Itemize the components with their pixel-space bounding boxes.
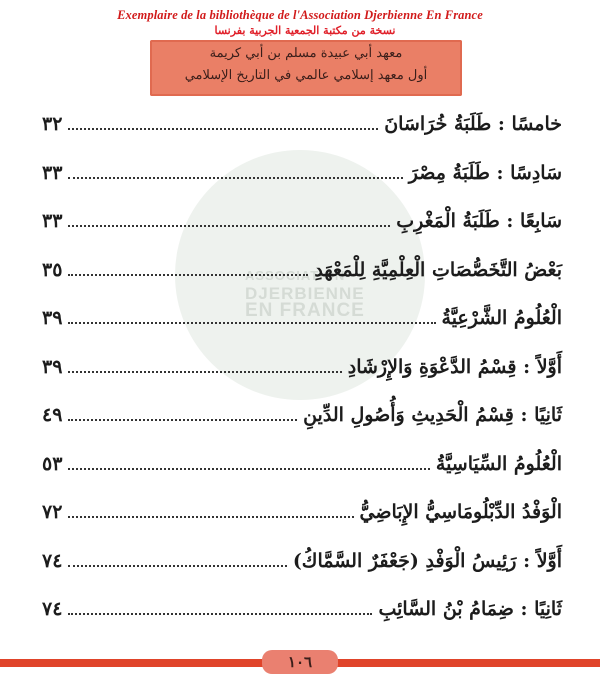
toc-entry-title: سَابِعًا : طَلَبَةُ الْمَغْرِبِ: [396, 210, 562, 233]
toc-leader-dots: [68, 516, 353, 518]
banner-title: معهد أبي عبيدة مسلم بن أبي كريمة: [209, 46, 403, 61]
toc-entry-page: ٧٤: [42, 549, 63, 572]
toc-leader-dots: [68, 177, 402, 179]
toc-entry-title: أَوَّلاً : قِسْمُ الدَّعْوَةِ وَالإِرْشَادِ: [347, 355, 562, 378]
toc-entry-title: ثَانِيًا : قِسْمُ الْحَدِيثِ وَأُصُولِ الدِّينِ: [303, 404, 562, 427]
toc-entry-title: الْوَفْدُ الدِّبْلُومَاسِيُّ الإِبَاضِيُّ: [359, 501, 562, 524]
toc-entry-page: ٧٢: [42, 501, 63, 524]
toc-entry-page: ٣٥: [42, 258, 63, 281]
watermark-line-2: DJERBIENNE: [245, 284, 365, 303]
toc-entry-title: بَعْضُ التَّخَصُّصَاتِ الْعِلْمِيَّةِ لِلْمَعْهَدِ: [314, 258, 562, 281]
toc-entry-title: الْعُلُومُ السِّيَاسِيَّةُ: [435, 452, 562, 475]
toc-leader-dots: [68, 274, 308, 276]
toc-entry-page: ٣٣: [42, 161, 63, 184]
toc-leader-dots: [68, 613, 372, 615]
toc-leader-dots: [68, 322, 435, 324]
toc-entry: [42, 488, 562, 537]
toc-entry: [42, 197, 562, 246]
toc-entry-page: ٣٣: [42, 210, 63, 233]
toc-entry-page: ٤٩: [42, 404, 63, 427]
table-of-contents: [42, 100, 562, 634]
toc-entry: [42, 537, 562, 586]
toc-entry: [42, 585, 562, 634]
toc-entry-title: أَوَّلاً : رَئِيسُ الْوَفْدِ (جَعْفَرٌ السَّمَّاكُ): [292, 549, 562, 572]
toc-entry: [42, 100, 562, 149]
watermark-line-1: ASSOCIATION: [245, 268, 346, 283]
header-banner: [150, 40, 462, 96]
toc-entry-page: ٣٩: [42, 355, 63, 378]
library-arabic-line: نسخة من مكتبة الجمعية الجربية بفرنسا: [214, 24, 396, 37]
toc-leader-dots: [68, 468, 429, 470]
toc-entry: [42, 391, 562, 440]
toc-leader-dots: [68, 371, 341, 373]
toc-entry: [42, 294, 562, 343]
watermark-line-3: EN FRANCE: [245, 300, 365, 321]
toc-entry-title: سَادِسًا : طَلَبَةُ مِصْرَ: [408, 161, 562, 184]
toc-entry: [42, 343, 562, 392]
toc-entry-title: ثَانِيًا : ضِمَامُ بْنُ السَّائِبِ: [378, 598, 562, 621]
toc-leader-dots: [68, 128, 378, 130]
toc-entry: [42, 440, 562, 489]
toc-entry-page: ٥٣: [42, 452, 63, 475]
toc-entry-title: الْعُلُومُ الشَّرْعِيَّةُ: [441, 307, 562, 330]
toc-leader-dots: [68, 225, 390, 227]
toc-entry-page: ٣٢: [42, 113, 63, 136]
toc-entry: [42, 149, 562, 198]
toc-leader-dots: [68, 419, 297, 421]
banner-subtitle: أول معهد إسلامي عالمي في التاريخ الإسلامي: [184, 68, 428, 83]
toc-entry-page: ٧٤: [42, 598, 63, 621]
page-number: ١٠٦: [262, 650, 338, 674]
toc-entry-page: ٣٩: [42, 307, 63, 330]
toc-entry-title: خامسًا : طَلَبَةُ خُرَاسَانَ: [384, 113, 562, 136]
library-ownership-line: Exemplaire de la bibliothèque de l'Association Djerbienne En France: [117, 8, 483, 22]
toc-entry: [42, 246, 562, 295]
toc-leader-dots: [68, 565, 286, 567]
